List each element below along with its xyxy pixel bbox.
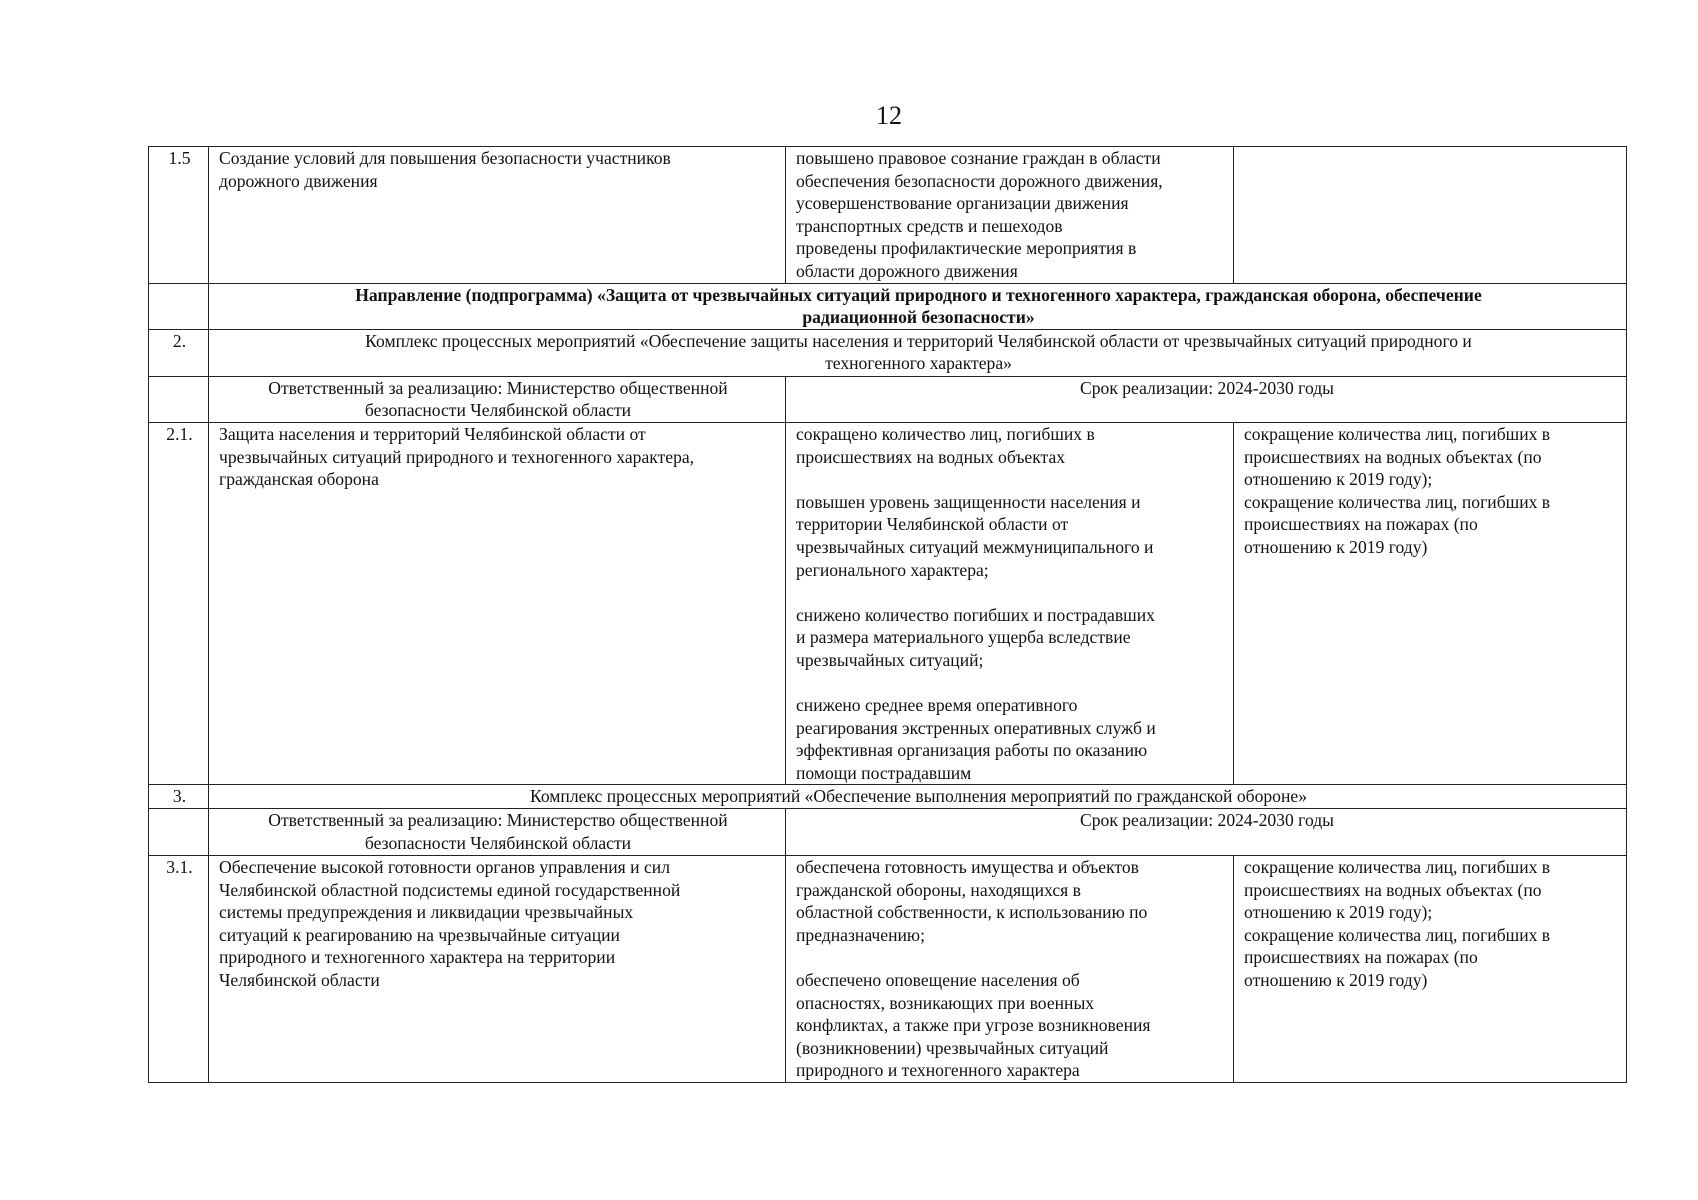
table-row-responsible-2 (149, 376, 1627, 422)
table-row-1-5 (149, 147, 1627, 284)
period-cell: Срок реализации: 2024-2030 годы (786, 809, 1627, 856)
direction-heading: Направление (подпрограмма) «Защита от чрезвычайных ситуаций природного и техногенного характера, гражданская оборона, обеспечение радиационной безопасности» (209, 283, 1627, 329)
table-row-2-1 (149, 422, 1627, 785)
table-row-responsible-3 (149, 809, 1627, 856)
table-row-complex-2 (149, 329, 1627, 376)
task-cell: Обеспечение высокой готовности органов управления и сил Челябинской областной подсистемы единой государственной системы предупреждения и ликвидации чрезвычайных ситуаций к реагированию на чрезвычайные ситуации природного и техногенного характера на территории Челябинской области (209, 856, 786, 1083)
program-table (148, 146, 1627, 1083)
row-number (149, 283, 209, 329)
row-number (149, 809, 209, 856)
indicator-cell: сокращение количества лиц, погибших в происшествиях на водных объектах (по отношению к 2019 году); сокращение количества лиц, погибших в происшествиях на пожарах (по отношению к 2019 году) (1234, 856, 1627, 1083)
row-number: 1.5 (149, 147, 209, 284)
table-row-direction (149, 283, 1627, 329)
complex-heading: Комплекс процессных мероприятий «Обеспечение выполнения мероприятий по гражданской обороне» (209, 785, 1627, 809)
indicator-cell: сокращение количества лиц, погибших в происшествиях на водных объектах (по отношению к 2019 году); сокращение количества лиц, погибших в происшествиях на пожарах (по отношению к 2019 году) (1234, 422, 1627, 785)
row-number: 2. (149, 329, 209, 376)
result-cell: обеспечена готовность имущества и объектов гражданской обороны, находящихся в областной собственности, к использованию по предназначению; обеспечено оповещение населения об опасностях, возникающих при военных конфликтах, а также при угрозе возникновения (возникновении) чрезвычайных ситуаций природного и техногенного характера (786, 856, 1234, 1083)
table-row-3-1 (149, 856, 1627, 1083)
task-cell: Создание условий для повышения безопасности участников дорожного движения (209, 147, 786, 284)
indicator-cell (1234, 147, 1627, 284)
complex-heading: Комплекс процессных мероприятий «Обеспечение защиты населения и территорий Челябинской области от чрезвычайных ситуаций природного и техногенного характера» (209, 329, 1627, 376)
row-number: 3.1. (149, 856, 209, 1083)
period-cell: Срок реализации: 2024-2030 годы (786, 376, 1627, 422)
row-number (149, 376, 209, 422)
row-number: 3. (149, 785, 209, 809)
responsible-cell: Ответственный за реализацию: Министерство общественной безопасности Челябинской области (209, 376, 786, 422)
task-cell: Защита населения и территорий Челябинской области от чрезвычайных ситуаций природного и техногенного характера, гражданская оборона (209, 422, 786, 785)
table-row-complex-3 (149, 785, 1627, 809)
row-number: 2.1. (149, 422, 209, 785)
result-cell: повышено правовое сознание граждан в области обеспечения безопасности дорожного движения, усовершенствование организации движения транспортных средств и пешеходов проведены профилактические мероприятия в области дорожного движения (786, 147, 1234, 284)
page-number: 12 (876, 101, 902, 130)
result-cell: сокращено количество лиц, погибших в происшествиях на водных объектах повышен уровень защищенности населения и территории Челябинской области от чрезвычайных ситуаций межмуниципального и регионального характера; снижено количество погибших и пострадавших и размера материального ущерба вследствие чрезвычайных ситуаций; снижено среднее время оперативного реагирования экстренных оперативных служб и эффективная организация работы по оказанию помощи пострадавшим (786, 422, 1234, 785)
responsible-cell: Ответственный за реализацию: Министерство общественной безопасности Челябинской области (209, 809, 786, 856)
